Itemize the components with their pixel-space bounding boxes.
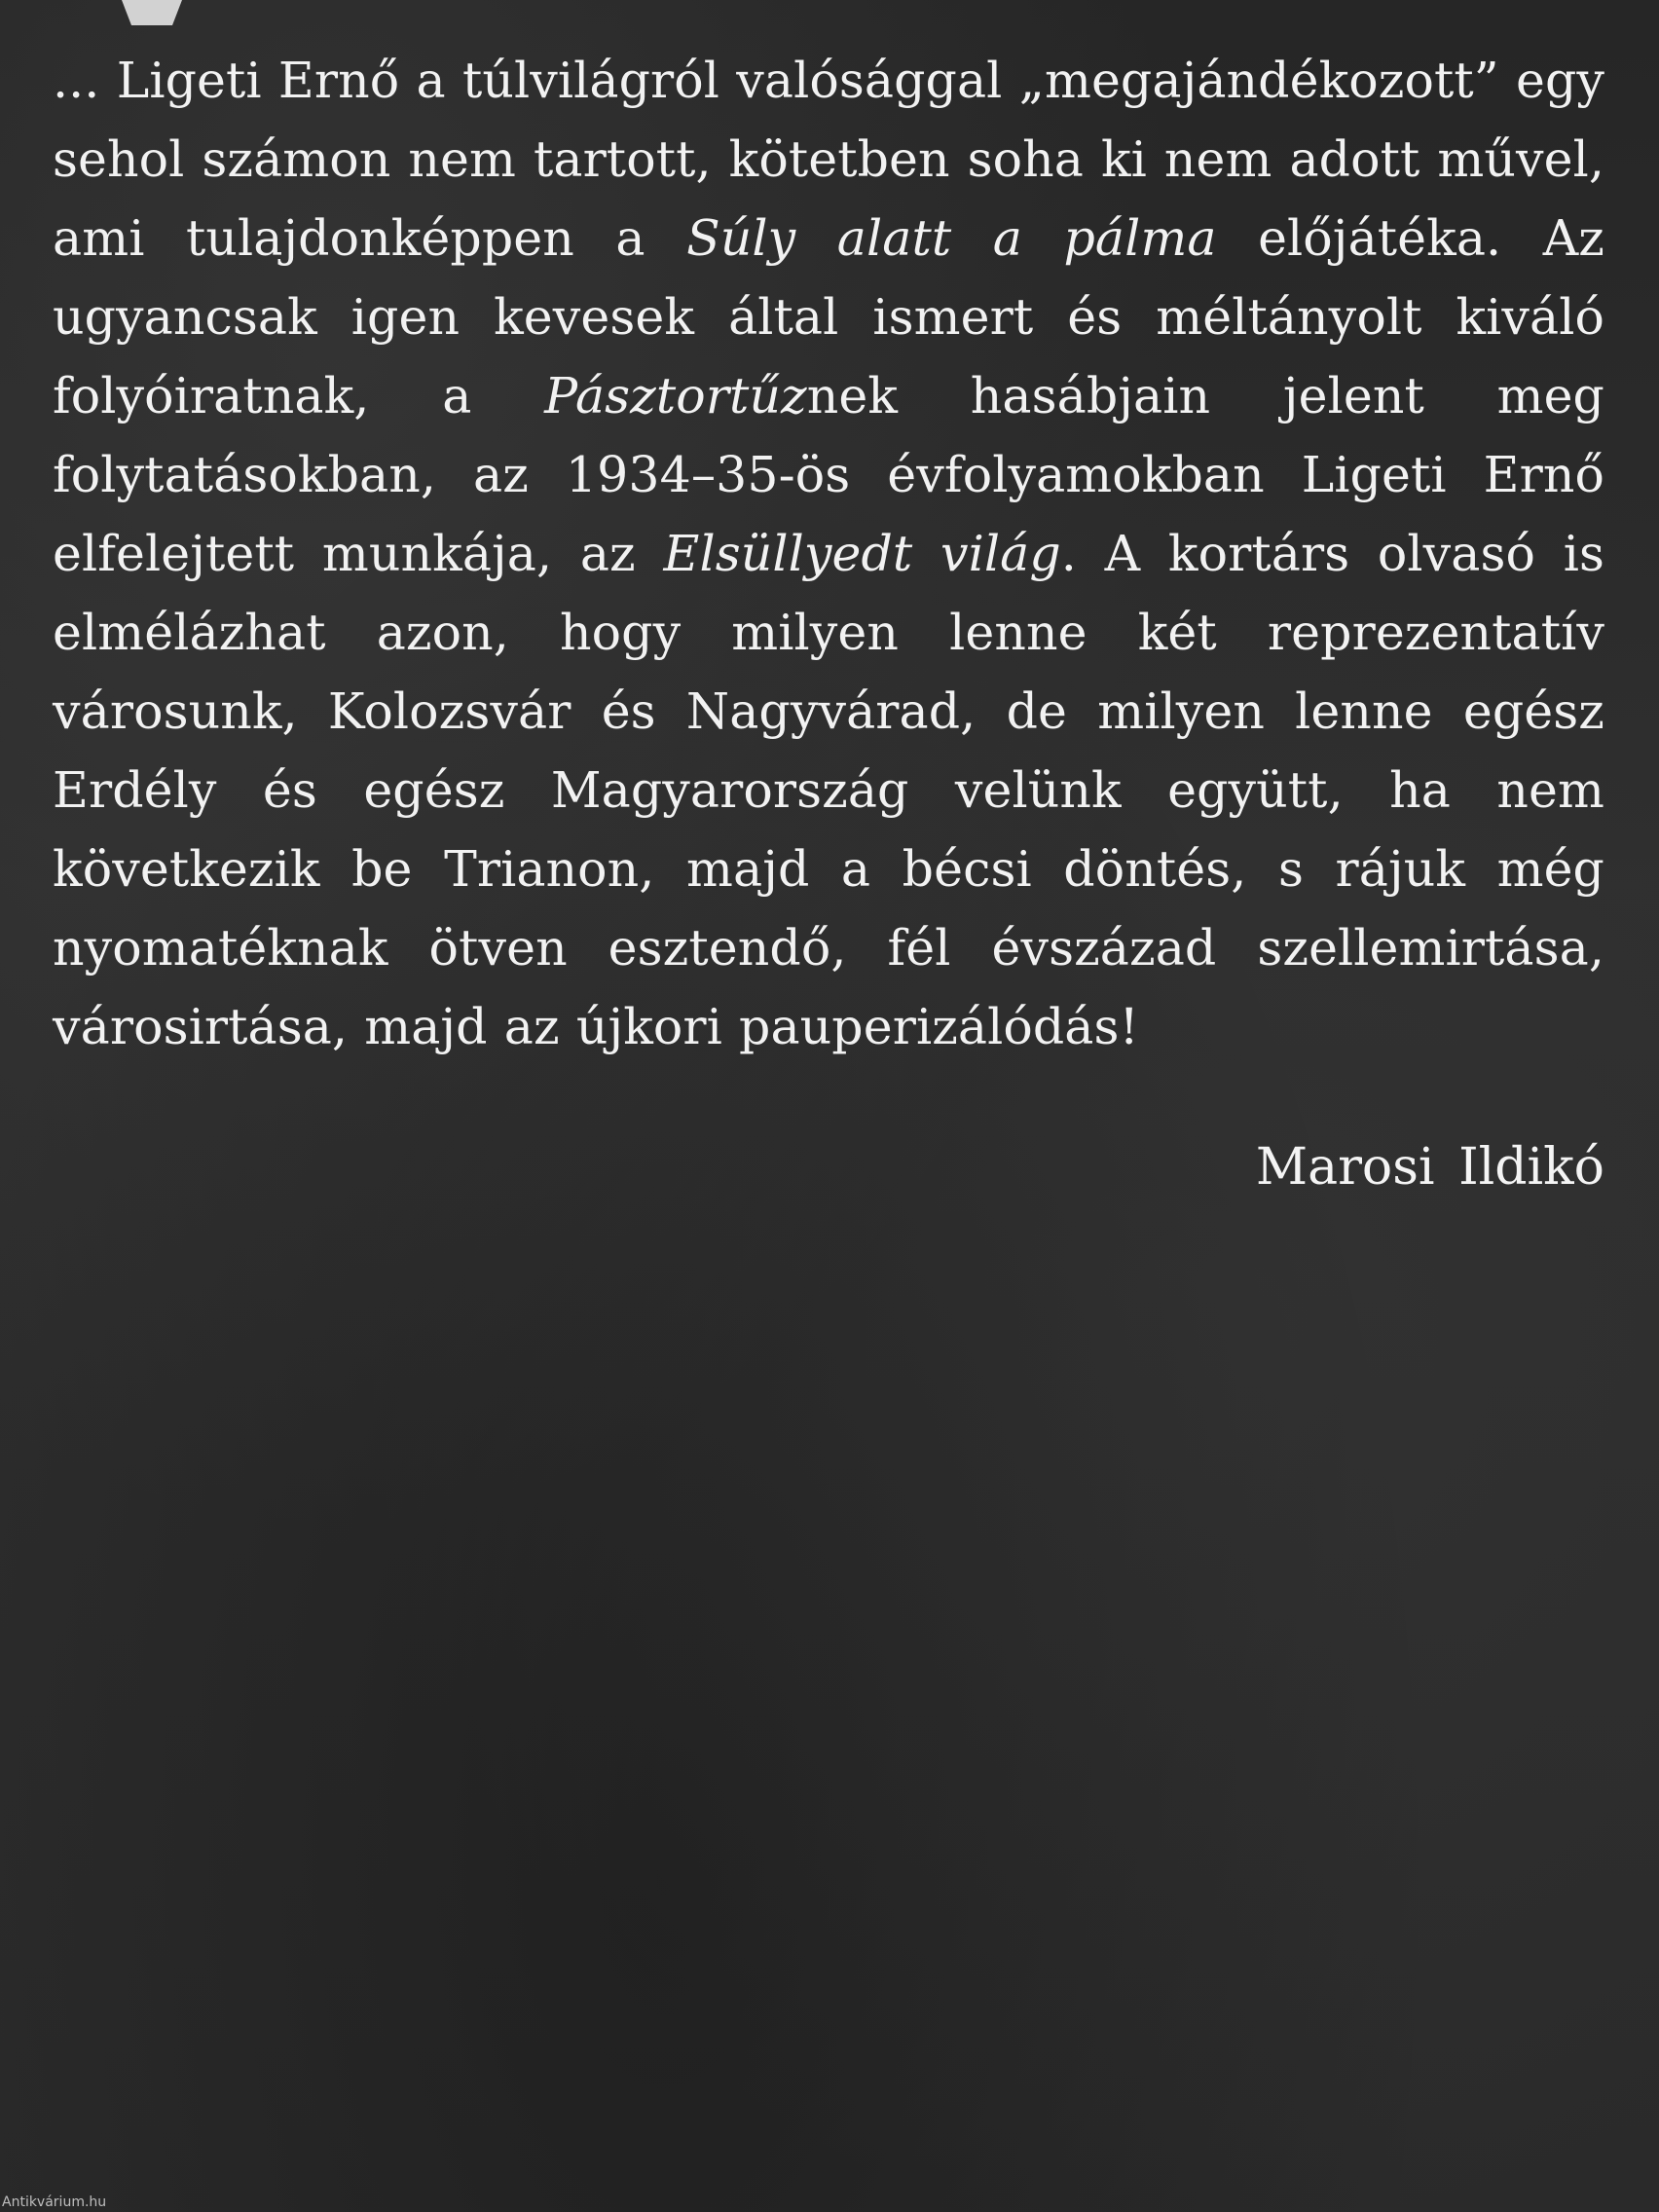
author-signature: Marosi Ildikó [1255,1138,1604,1197]
quote-text-part-4: . A kortárs olvasó is elmélázhat azon, hogy milyen lenne két reprezentatív városunk, Kolozsvár és Nagyvárad, de milyen lenne egész Erdély és egész Magyarország velünk együtt, ha nem következik be Trianon, majd a bécsi döntés, s rájuk még nyomatéknak ötven esztendő, fél évszázad szellemirtása, városirtása, majd az újkori pauperizálódás! [53,525,1605,1055]
book-title-elsullyedt-vilag: Elsüllyedt világ [663,525,1061,582]
corner-tab-mark [122,0,182,25]
book-title-suly-alatt-a-palma: Súly alatt a pálma [686,209,1217,267]
quote-text-part-3: nek hasábjain jelent meg folytatásokban, az 1934–35-ös évfolyamokban Ligeti Ernő elfelejtett munkája, az [53,367,1604,582]
quote-text-part-2: előjátéka. Az ugyancsak igen kevesek által ismert és méltányolt kiváló folyóiratnak, a [53,209,1604,424]
site-watermark: Antikvárium.hu [2,2194,107,2210]
quote-paragraph [53,41,1604,1066]
quote-page [53,41,1604,1201]
journal-title-pasztortuz: Pásztortűz [544,367,807,424]
quote-text-part-1: ... Ligeti Ernő a túlvilágról valósággal „megajándékozott” egy sehol számon nem tartott, kötetben soha ki nem adott művel, ami tulajdonképpen a [53,52,1604,267]
